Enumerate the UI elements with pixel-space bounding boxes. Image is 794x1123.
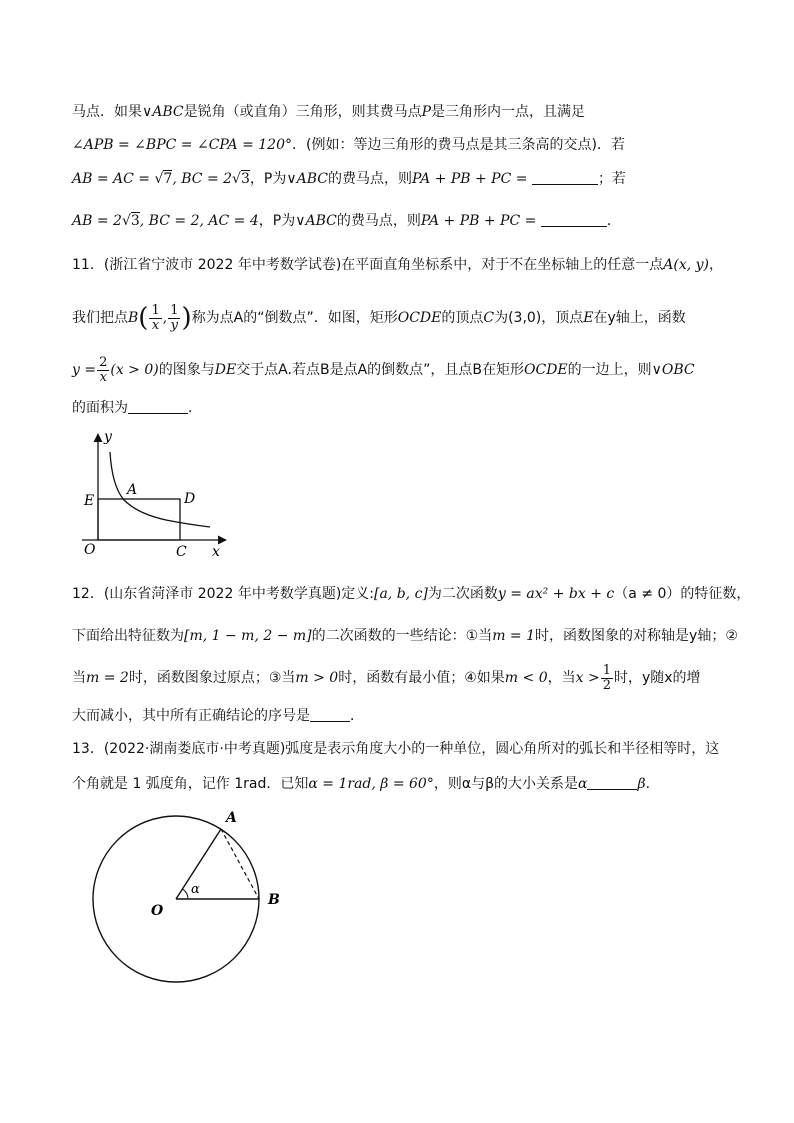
math: A(x, y)	[663, 257, 710, 273]
text: 的二次函数的一些结论：①当	[311, 628, 493, 644]
label-c: C	[176, 544, 187, 560]
math: ∠APB = ∠BPC = ∠CPA = 120°	[72, 137, 293, 153]
denominator: x	[99, 369, 107, 385]
math: OCDE	[524, 362, 568, 378]
label-y: y	[104, 429, 112, 445]
text: （a ≠ 0）的特征数，	[614, 586, 751, 602]
math: AB = 2	[72, 213, 122, 229]
text: 是锐角（或直角）三角形，则其费马点	[183, 104, 422, 120]
sqrt-symbol: √	[154, 171, 164, 187]
fraction	[601, 664, 613, 693]
problem-source: (2022·湖南娄底市·中考真题)	[103, 741, 286, 757]
text: 为(3,0)，顶点	[494, 310, 584, 326]
figure-circle-radian	[88, 805, 308, 985]
math: (x > 0)	[110, 362, 159, 378]
text: 时，函数图象的对称轴是y轴；②	[535, 628, 738, 644]
math: C	[483, 310, 495, 326]
fraction	[97, 356, 109, 385]
math: PA + PB + PC =	[420, 213, 541, 229]
p11-line3	[72, 352, 732, 388]
math: , BC = 2	[172, 171, 233, 187]
p12-line3	[72, 660, 732, 696]
p11-line2: 我们把点B( $\frac{1}{x}$ , $\frac{1}{y}$ )称为点A的“倒数点”．如图，矩形OCDE的顶点C为(3,0)，顶点E在y轴上，函数	[72, 302, 686, 333]
text: ．	[350, 708, 364, 724]
angle-arc	[183, 889, 189, 899]
sqrt-symbol: √	[232, 171, 241, 187]
p10-line2	[72, 136, 732, 154]
numerator: 2	[99, 354, 108, 370]
text: ，	[709, 257, 724, 273]
math: ABC	[152, 104, 184, 120]
math: , BC = 2, AC = 4	[139, 213, 259, 229]
text: 的顶点	[441, 310, 484, 326]
math: P	[421, 104, 432, 120]
problem-number: 11．	[72, 257, 104, 273]
math: 7	[163, 171, 173, 187]
text: ；若	[597, 171, 626, 187]
text: 时，函数有最小值；④如果	[338, 670, 505, 686]
label-o: O	[84, 542, 96, 558]
text: ．	[645, 776, 660, 792]
numerator: 1	[151, 302, 160, 318]
text: 在y轴上，函数	[593, 310, 686, 326]
text: 个角就是 1 弧度角，记作 1rad．已知	[72, 776, 309, 792]
problem-source: (山东省菏泽市 2022 年中考数学真题)	[103, 586, 342, 602]
text: 大而减小，其中所有正确结论的序号是	[72, 708, 310, 724]
text: ，当	[547, 670, 576, 686]
text: 的费马点，则	[327, 171, 412, 187]
fraction	[168, 304, 180, 333]
fraction	[149, 304, 161, 333]
text: 弧度是表示角度大小的一种单位，圆心角所对的弧长和半径相等时，这	[285, 741, 720, 757]
answer-blank[interactable]	[532, 170, 598, 185]
text: 定义:	[341, 586, 374, 602]
paren: (	[138, 303, 149, 333]
figure-rectangle-hyperbola	[76, 428, 236, 563]
math: α = 1rad,	[308, 776, 376, 792]
triangle-symbol: ∨	[286, 171, 297, 187]
math: m > 0	[295, 670, 339, 686]
label-e: E	[84, 493, 95, 509]
text: ．	[188, 400, 202, 416]
math: 3	[130, 213, 140, 229]
text: 交于点A.若点B是点A的倒数点”，且点B在矩形	[236, 362, 525, 378]
label-x: x	[212, 544, 220, 560]
paren: )	[181, 303, 192, 333]
answer-blank[interactable]	[310, 707, 350, 722]
label-alpha: α	[191, 882, 200, 897]
math: [m, 1 − m, 2 − m]	[184, 628, 312, 644]
label-b: B	[268, 892, 280, 908]
triangle-symbol: ∨	[295, 213, 306, 229]
label-d: D	[184, 491, 196, 507]
math: E	[583, 310, 594, 326]
sqrt-symbol: √	[121, 213, 131, 229]
problem-source: (浙江省宁波市 2022 年中考数学试卷)	[103, 257, 342, 273]
text: 的面积为	[72, 400, 128, 416]
p12-line1	[72, 585, 751, 603]
problem-number: 13．	[72, 741, 104, 757]
math: m = 2	[86, 670, 129, 686]
text: ，则α与β的大小关系是	[433, 776, 579, 792]
label-a: A	[226, 810, 237, 826]
answer-blank[interactable]	[541, 212, 607, 227]
triangle-symbol: ∨	[142, 104, 153, 120]
math: OBC	[661, 362, 695, 378]
p12-line4	[72, 707, 732, 725]
text: 的一边上，则	[567, 362, 652, 378]
p10-line3	[72, 170, 732, 188]
p13-line2	[72, 775, 732, 793]
chord-ab	[221, 829, 259, 899]
text: ．	[606, 213, 621, 229]
math: AB = AC =	[72, 171, 155, 187]
label-o: O	[151, 903, 164, 919]
math: B	[128, 310, 139, 326]
answer-blank[interactable]	[128, 399, 188, 414]
numerator: 1	[170, 302, 179, 318]
text: 是三角形内一点，且满足	[431, 104, 586, 120]
text: 在平面直角坐标系中，对于不在坐标轴上的任意一点	[341, 257, 664, 273]
numerator: 1	[602, 662, 611, 678]
text: 的图象与	[158, 362, 215, 378]
label-a: A	[127, 482, 138, 498]
math: [a, b, c]	[374, 586, 428, 602]
math: PA + PB + PC =	[411, 171, 532, 187]
text: 称为点A的“倒数点”．如图，矩形	[191, 310, 398, 326]
denominator: 2	[602, 677, 611, 693]
p11-line4	[72, 399, 732, 417]
answer-blank[interactable]	[587, 775, 637, 790]
p10-line4	[72, 212, 732, 230]
denominator: y	[170, 317, 178, 333]
p13-line1	[72, 740, 732, 758]
math: y =	[72, 362, 97, 378]
hyperbola-curve	[110, 452, 210, 527]
text: 下面给出特征数为	[72, 628, 184, 644]
math: α	[578, 776, 588, 792]
math: ABC	[296, 171, 328, 187]
p11-line1	[72, 256, 732, 274]
text: ，P为	[249, 171, 287, 187]
denominator: x	[151, 317, 160, 333]
text: 我们把点	[72, 310, 128, 326]
text: ，P为	[258, 213, 296, 229]
math: OCDE	[397, 310, 442, 326]
text: 为二次函数	[427, 586, 498, 602]
triangle-symbol: ∨	[651, 362, 662, 378]
text: 马点．如果	[72, 104, 142, 120]
math: β = 60°	[380, 776, 434, 792]
text: 时，函数图象过原点；③当	[128, 670, 296, 686]
text: ．(例如：等边三角形的费马点是其三条高的交点)．若	[292, 137, 625, 153]
problem-number: 12．	[72, 586, 104, 602]
text: 时，y随x的增	[613, 670, 701, 686]
math: y = ax² + bx + c	[497, 586, 615, 602]
math: DE	[214, 362, 237, 378]
math: m = 1	[492, 628, 536, 644]
math: 3	[240, 171, 250, 187]
math: x >	[575, 670, 600, 686]
p10-line1	[72, 103, 732, 121]
math: ABC	[305, 213, 337, 229]
text: 当	[72, 670, 86, 686]
math: m < 0	[504, 670, 548, 686]
p12-line2	[72, 627, 738, 645]
text: 的费马点，则	[336, 213, 421, 229]
math: β	[637, 776, 646, 792]
rectangle-ocde	[98, 499, 180, 540]
